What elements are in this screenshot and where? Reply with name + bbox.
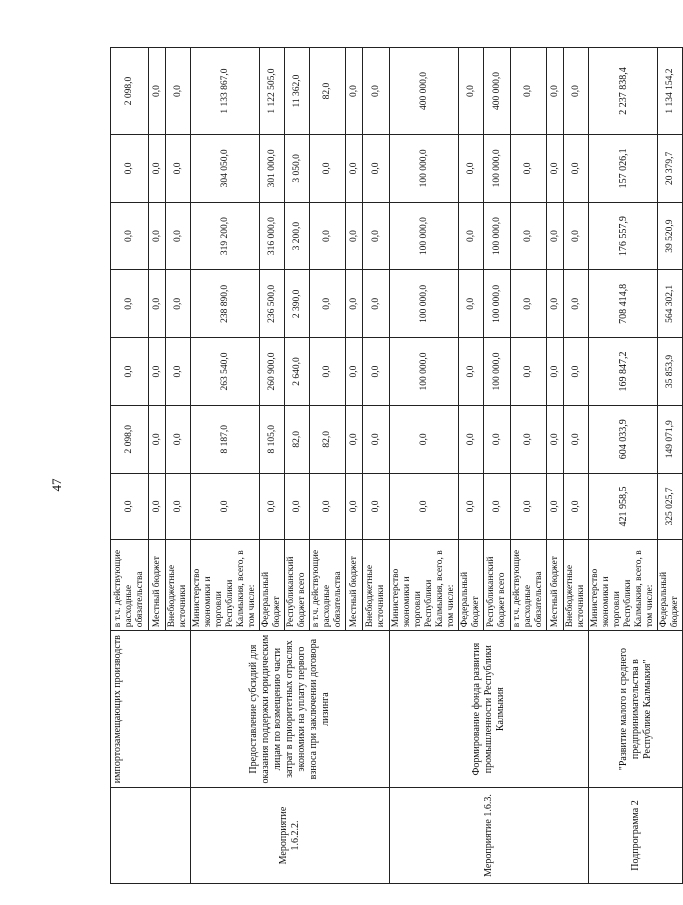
year-value-cell: 8 105,0 [260,405,285,473]
year-value-cell: 0,0 [547,270,564,338]
year-value-cell: 0,0 [166,270,191,338]
year-value-cell: 0,0 [166,202,191,270]
total-value-cell: 1 133 867,0 [191,48,260,135]
year-value-cell: 39 520,9 [658,202,683,270]
year-value-cell: 304 050,0 [191,135,260,203]
year-value-cell: 0,0 [459,270,484,338]
funding-source-cell: Федеральный бюджет [260,540,285,631]
year-value-cell: 260 900,0 [260,338,285,406]
year-value-cell: 0,0 [310,270,346,338]
year-value-cell: 100 000,0 [390,202,459,270]
year-value-cell: 0,0 [547,135,564,203]
year-value-cell: 0,0 [363,405,390,473]
year-value-cell: 0,0 [346,473,363,540]
year-value-cell: 0,0 [285,473,310,540]
year-value-cell: 82,0 [310,405,346,473]
year-value-cell: 0,0 [111,338,149,406]
total-value-cell: 0,0 [363,48,390,135]
funding-source-cell: Министерство экономики и торговли Республики Калмыкия, всего, в том числе: [390,540,459,631]
total-value-cell: 0,0 [547,48,564,135]
total-value-cell: 400 000,0 [390,48,459,135]
year-value-cell: 8 187,0 [191,405,260,473]
year-value-cell: 82,0 [285,405,310,473]
year-value-cell: 0,0 [166,135,191,203]
year-value-cell: 0,0 [547,473,564,540]
total-value-cell: 0,0 [166,48,191,135]
funding-source-cell: Местный бюджет [346,540,363,631]
item-code-cell: Мероприятие 1.6.3. [390,787,589,883]
year-value-cell: 0,0 [310,135,346,203]
year-value-cell: 0,0 [346,338,363,406]
year-value-cell: 0,0 [260,473,285,540]
year-value-cell: 0,0 [511,270,547,338]
year-value-cell: 0,0 [363,338,390,406]
year-value-cell: 0,0 [111,473,149,540]
item-name-cell: Предоставление субсидий для оказания поддержки юридическим лицам по возмещению части затрат в приоритетных отраслях экономики на уплату первого взноса при заключении договора лизинга [191,631,390,788]
year-value-cell: 0,0 [564,473,589,540]
total-value-cell: 0,0 [564,48,589,135]
year-value-cell: 100 000,0 [390,135,459,203]
total-value-cell: 11 362,0 [285,48,310,135]
year-value-cell: 3 200,0 [285,202,310,270]
year-value-cell: 0,0 [149,270,166,338]
year-value-cell: 316 000,0 [260,202,285,270]
funding-source-cell: Внебюджетные источники [363,540,390,631]
year-value-cell: 0,0 [166,473,191,540]
year-value-cell: 0,0 [166,338,191,406]
year-value-cell: 100 000,0 [484,338,511,406]
year-value-cell: 0,0 [390,473,459,540]
year-value-cell: 0,0 [310,202,346,270]
item-code-cell: Мероприятие 1.6.2.2. [191,787,390,883]
year-value-cell: 0,0 [511,338,547,406]
year-value-cell: 100 000,0 [484,135,511,203]
funding-source-cell: Республиканский бюджет всего [484,540,511,631]
year-value-cell: 236 500,0 [260,270,285,338]
funding-source-cell: в т.ч. действующие расходные обязательства [111,540,149,631]
funding-source-cell: Внебюджетные источники [564,540,589,631]
year-value-cell: 0,0 [564,338,589,406]
year-value-cell: 157 026,1 [589,135,658,203]
year-value-cell: 0,0 [564,202,589,270]
year-value-cell: 100 000,0 [484,270,511,338]
year-value-cell: 100 000,0 [484,202,511,270]
total-value-cell: 2 098,0 [111,48,149,135]
year-value-cell: 319 200,0 [191,202,260,270]
year-value-cell: 0,0 [363,135,390,203]
year-value-cell: 708 414,8 [589,270,658,338]
total-value-cell: 0,0 [459,48,484,135]
year-value-cell: 0,0 [459,405,484,473]
year-value-cell: 0,0 [547,202,564,270]
year-value-cell: 0,0 [459,473,484,540]
year-value-cell: 0,0 [564,270,589,338]
funding-source-cell: Министерство экономики и торговли Республики Калмыкия, всего, в том числе: [191,540,260,631]
year-value-cell: 0,0 [149,405,166,473]
total-value-cell: 0,0 [511,48,547,135]
year-value-cell: 0,0 [390,405,459,473]
year-value-cell: 0,0 [459,135,484,203]
rotated-table [110,47,680,884]
year-value-cell: 0,0 [363,202,390,270]
year-value-cell: 149 071,9 [658,405,683,473]
year-value-cell: 263 540,0 [191,338,260,406]
total-value-cell: 400 000,0 [484,48,511,135]
year-value-cell: 0,0 [111,270,149,338]
year-value-cell: 0,0 [363,270,390,338]
year-value-cell: 0,0 [149,202,166,270]
year-value-cell: 0,0 [346,270,363,338]
item-name-cell: импортозамещающих производств [111,631,191,788]
year-value-cell: 0,0 [484,473,511,540]
year-value-cell: 0,0 [547,338,564,406]
item-code-cell [111,787,191,883]
total-value-cell: 0,0 [149,48,166,135]
year-value-cell: 0,0 [484,405,511,473]
year-value-cell: 564 302,1 [658,270,683,338]
year-value-cell: 0,0 [564,135,589,203]
funding-source-cell: в т.ч. действующие расходные обязательства [310,540,346,631]
year-value-cell: 0,0 [459,338,484,406]
total-value-cell: 1 134 154,2 [658,48,683,135]
year-value-cell: 0,0 [346,202,363,270]
year-value-cell: 0,0 [310,338,346,406]
table-body [111,48,683,884]
page-number: 47 [49,478,64,492]
total-value-cell: 2 237 838,4 [589,48,658,135]
year-value-cell: 0,0 [459,202,484,270]
year-value-cell: 0,0 [191,473,260,540]
funding-source-cell: Федеральный бюджет [459,540,484,631]
table-row [111,48,149,884]
year-value-cell: 100 000,0 [390,338,459,406]
year-value-cell: 0,0 [511,405,547,473]
item-code-cell: Подпрограмма 2 [589,787,683,883]
year-value-cell: 0,0 [149,473,166,540]
budget-table [110,47,683,884]
year-value-cell: 0,0 [564,405,589,473]
budget-table-container [110,47,680,884]
year-value-cell: 0,0 [547,405,564,473]
table-row [390,48,459,884]
table-row [589,48,658,884]
funding-source-cell: Федеральный бюджет [658,540,683,631]
year-value-cell: 2 640,0 [285,338,310,406]
year-value-cell: 421 958,5 [589,473,658,540]
year-value-cell: 0,0 [166,405,191,473]
year-value-cell: 0,0 [346,135,363,203]
year-value-cell: 0,0 [363,473,390,540]
funding-source-cell: Республиканский бюджет всего [285,540,310,631]
year-value-cell: 20 379,7 [658,135,683,203]
year-value-cell: 0,0 [149,338,166,406]
year-value-cell: 325 025,7 [658,473,683,540]
year-value-cell: 0,0 [111,135,149,203]
year-value-cell: 2 098,0 [111,405,149,473]
total-value-cell: 1 122 505,0 [260,48,285,135]
year-value-cell: 604 033,9 [589,405,658,473]
year-value-cell: 3 050,0 [285,135,310,203]
funding-source-cell: Местный бюджет [149,540,166,631]
funding-source-cell: Местный бюджет [547,540,564,631]
total-value-cell: 82,0 [310,48,346,135]
year-value-cell: 176 557,9 [589,202,658,270]
year-value-cell: 0,0 [310,473,346,540]
year-value-cell: 0,0 [111,202,149,270]
total-value-cell: 0,0 [346,48,363,135]
year-value-cell: 0,0 [511,202,547,270]
year-value-cell: 0,0 [149,135,166,203]
funding-source-cell: Министерство экономики и торговли Республики Калмыкия, всего, в том числе: [589,540,658,631]
year-value-cell: 2 390,0 [285,270,310,338]
funding-source-cell: в т.ч. действующие расходные обязательства [511,540,547,631]
funding-source-cell: Внебюджетные источники [166,540,191,631]
item-name-cell: "Развитие малого и среднего предпринимательства в Республике Калмыкия" [589,631,683,788]
year-value-cell: 0,0 [511,473,547,540]
year-value-cell: 100 000,0 [390,270,459,338]
table-row [191,48,260,884]
year-value-cell: 301 000,0 [260,135,285,203]
item-name-cell: Формирование фонда развития промышленности Республики Калмыкия [390,631,589,788]
year-value-cell: 35 853,9 [658,338,683,406]
year-value-cell: 238 890,0 [191,270,260,338]
year-value-cell: 0,0 [511,135,547,203]
year-value-cell: 169 847,2 [589,338,658,406]
year-value-cell: 0,0 [346,405,363,473]
